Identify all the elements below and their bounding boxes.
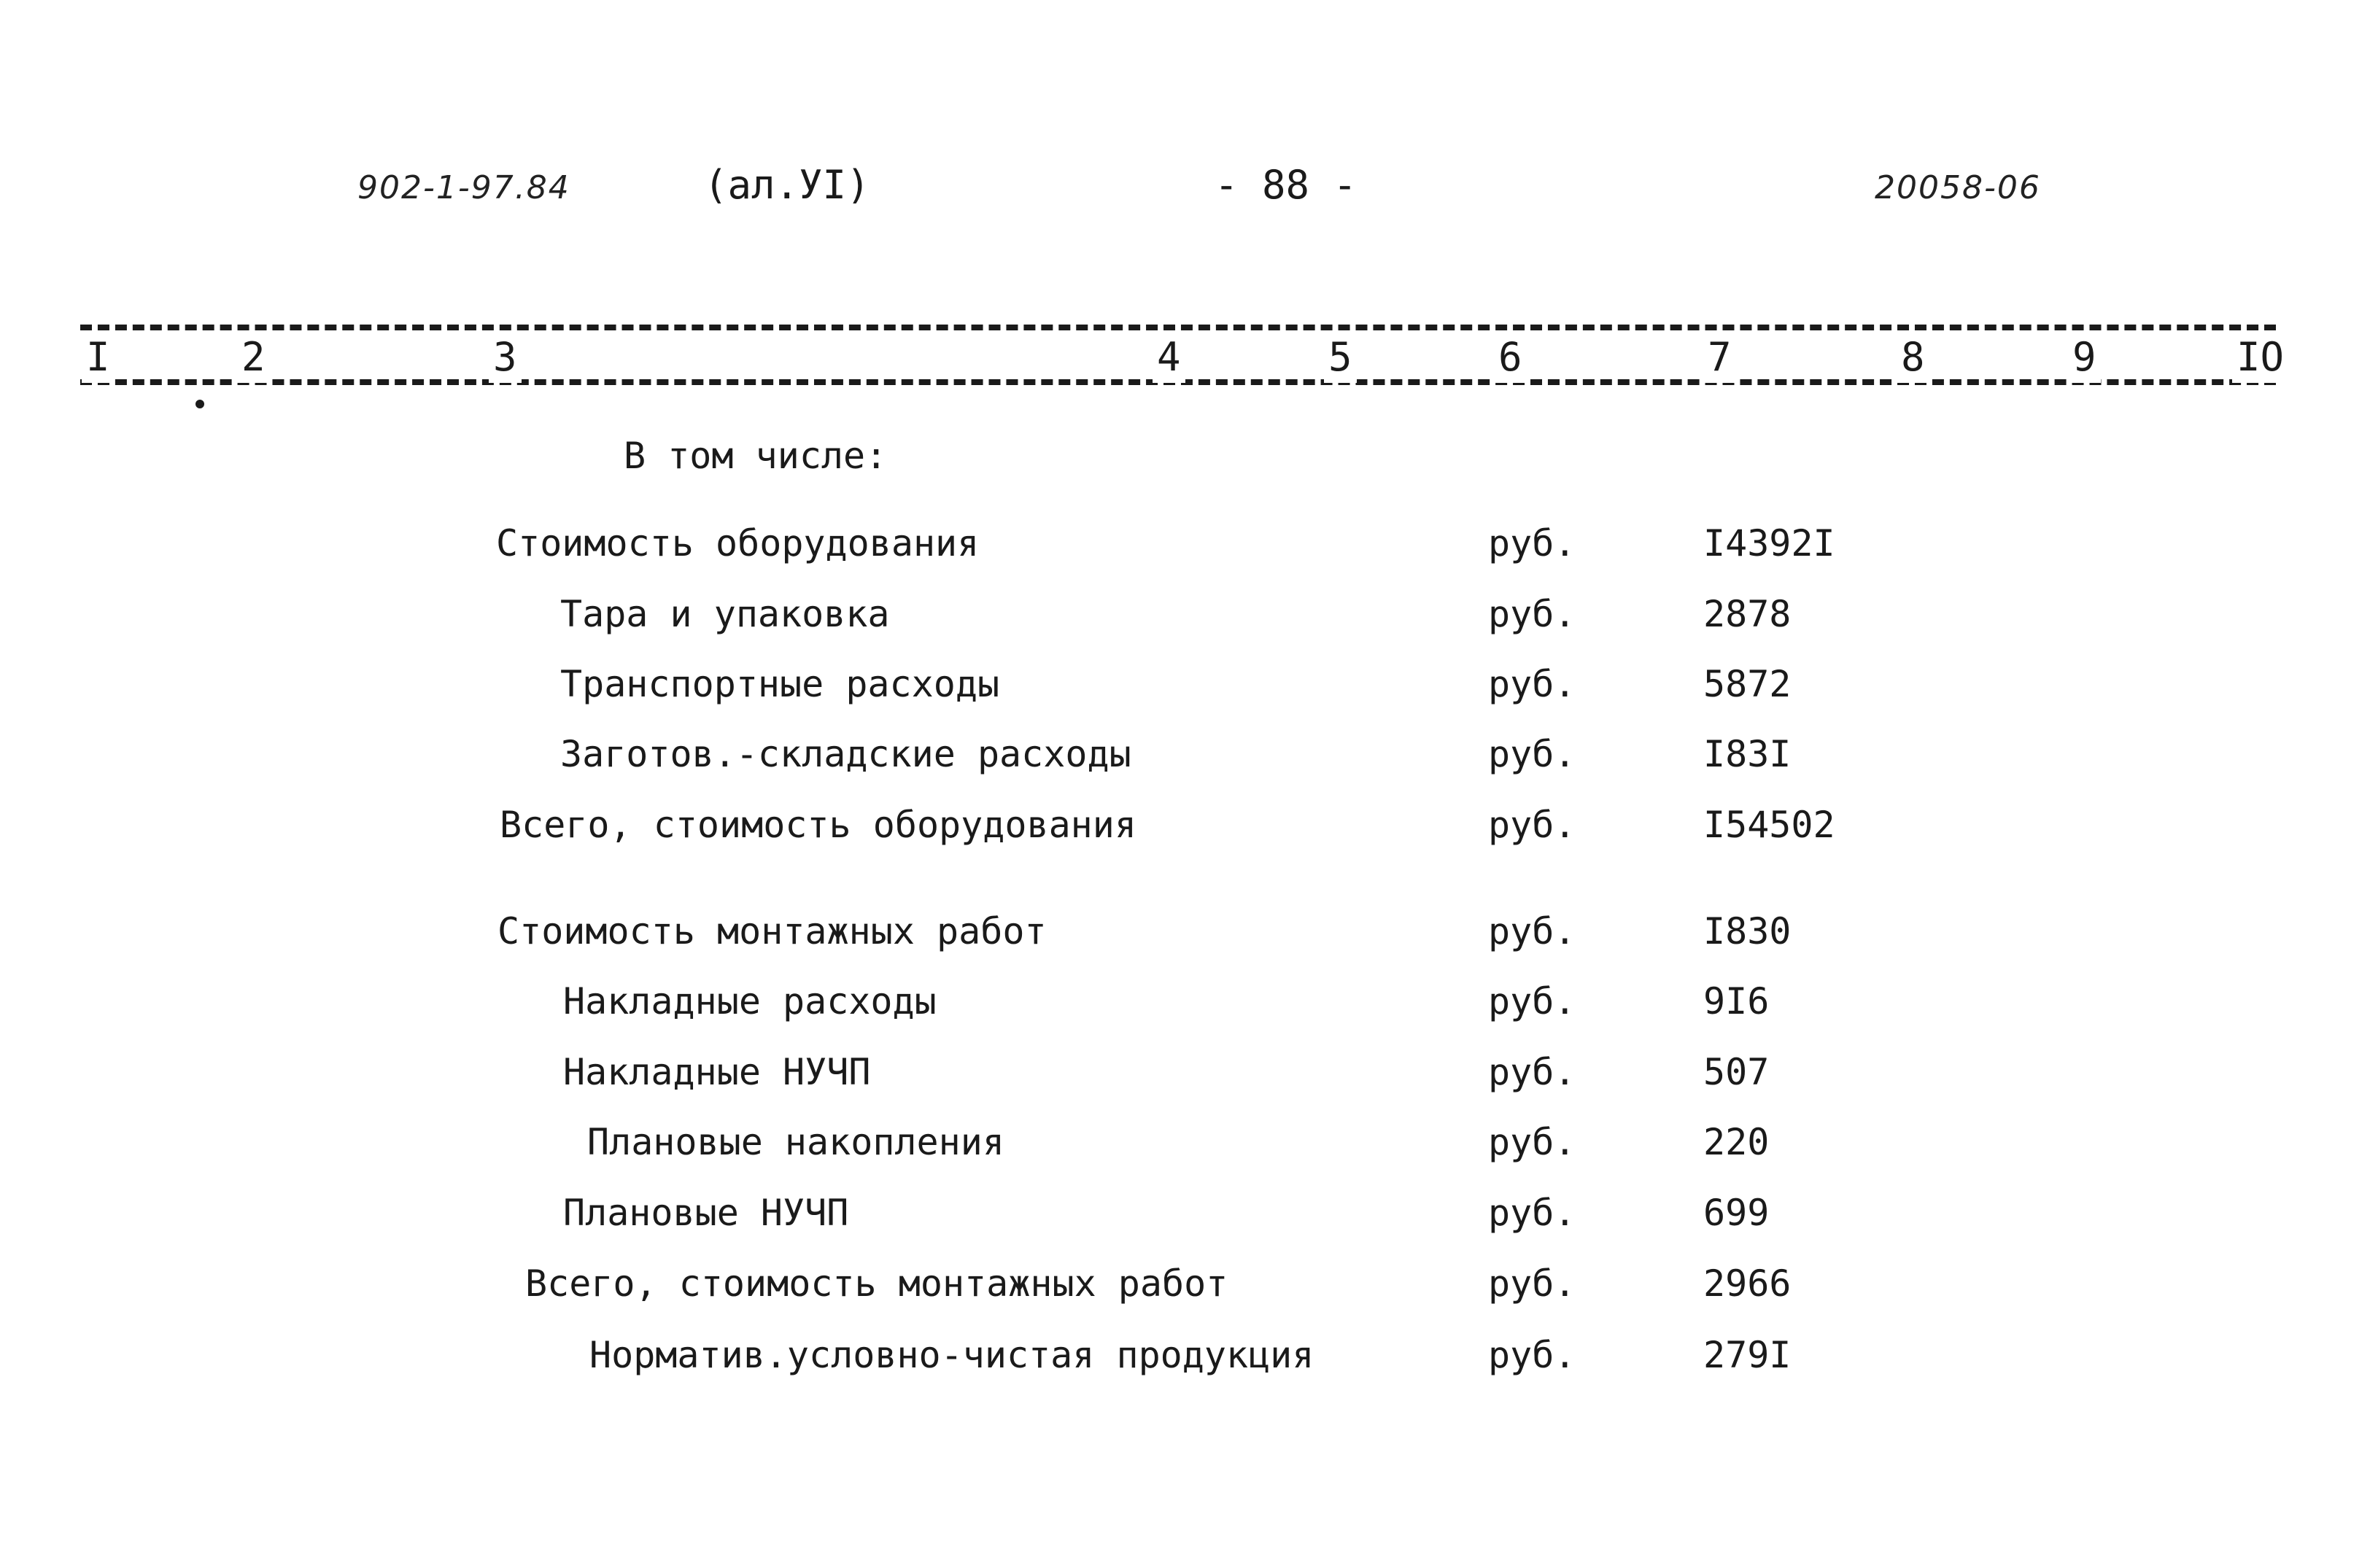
row-unit: руб. bbox=[1488, 980, 1576, 1022]
row-value: 699 bbox=[1703, 1192, 1770, 1234]
column-number-7: 7 bbox=[1703, 332, 1736, 383]
row-label-overhead-nuchp: Накладные НУЧП bbox=[563, 1051, 871, 1093]
row-value: I54502 bbox=[1703, 804, 1835, 846]
row-label-transport-costs: Транспортные расходы bbox=[560, 663, 1000, 705]
row-value: 220 bbox=[1703, 1121, 1770, 1163]
row-value: I4392I bbox=[1703, 522, 1835, 564]
row-label-installation-total: Всего, стоимость монтажных работ bbox=[525, 1262, 1228, 1305]
column-number-1: I bbox=[82, 332, 115, 383]
row-label-installation-cost: Стоимость монтажных работ bbox=[497, 910, 1047, 952]
row-unit: руб. bbox=[1488, 663, 1576, 705]
row-unit: руб. bbox=[1488, 1051, 1576, 1093]
row-label-packaging: Тара и упаковка bbox=[560, 593, 890, 635]
row-label-warehouse-costs: Заготов.-складские расходы bbox=[560, 733, 1131, 775]
row-value: 2878 bbox=[1703, 593, 1792, 635]
row-value: 2966 bbox=[1703, 1262, 1792, 1305]
row-value: 507 bbox=[1703, 1051, 1770, 1093]
row-unit: руб. bbox=[1488, 1262, 1576, 1305]
table-top-rule bbox=[80, 325, 2276, 330]
row-label-net-production: Норматив.условно-чистая продукция bbox=[589, 1334, 1314, 1376]
row-value: 9I6 bbox=[1703, 980, 1770, 1022]
row-unit: руб. bbox=[1488, 522, 1576, 564]
row-label-equipment-cost: Стоимость оборудования bbox=[496, 522, 980, 564]
column-number-6: 6 bbox=[1494, 332, 1527, 383]
row-unit: руб. bbox=[1488, 593, 1576, 635]
row-label-equipment-total: Всего, стоимость оборудования bbox=[500, 804, 1136, 846]
column-number-3: 3 bbox=[489, 332, 522, 383]
column-number-5: 5 bbox=[1324, 332, 1357, 383]
row-label-planned-nuchp: Плановые НУЧП bbox=[563, 1192, 849, 1234]
row-unit: руб. bbox=[1488, 733, 1576, 775]
row-value: 279I bbox=[1703, 1334, 1792, 1376]
page-number: - 88 - bbox=[1215, 162, 1358, 208]
row-unit: руб. bbox=[1488, 1121, 1576, 1163]
row-value: 5872 bbox=[1703, 663, 1792, 705]
ink-dot bbox=[195, 400, 204, 408]
column-number-2: 2 bbox=[237, 332, 270, 383]
album-reference: (ал.УI) bbox=[704, 162, 870, 208]
column-number-10: IO bbox=[2232, 332, 2288, 383]
row-label-planned-savings: Плановые накопления bbox=[587, 1121, 1004, 1163]
document-code: 902-1-97.84 bbox=[357, 169, 570, 206]
row-value: I83I bbox=[1703, 733, 1792, 775]
row-unit: руб. bbox=[1488, 910, 1576, 952]
row-unit: руб. bbox=[1488, 1192, 1576, 1234]
subheading: В том числе: bbox=[624, 435, 888, 477]
column-number-8: 8 bbox=[1897, 332, 1929, 383]
column-number-9: 9 bbox=[2068, 332, 2101, 383]
row-unit: руб. bbox=[1488, 804, 1576, 846]
row-value: I830 bbox=[1703, 910, 1792, 952]
column-number-4: 4 bbox=[1153, 332, 1185, 383]
sheet-code: 20058-06 bbox=[1875, 169, 2041, 206]
row-unit: руб. bbox=[1488, 1334, 1576, 1376]
row-label-overhead-costs: Накладные расходы bbox=[563, 980, 937, 1022]
